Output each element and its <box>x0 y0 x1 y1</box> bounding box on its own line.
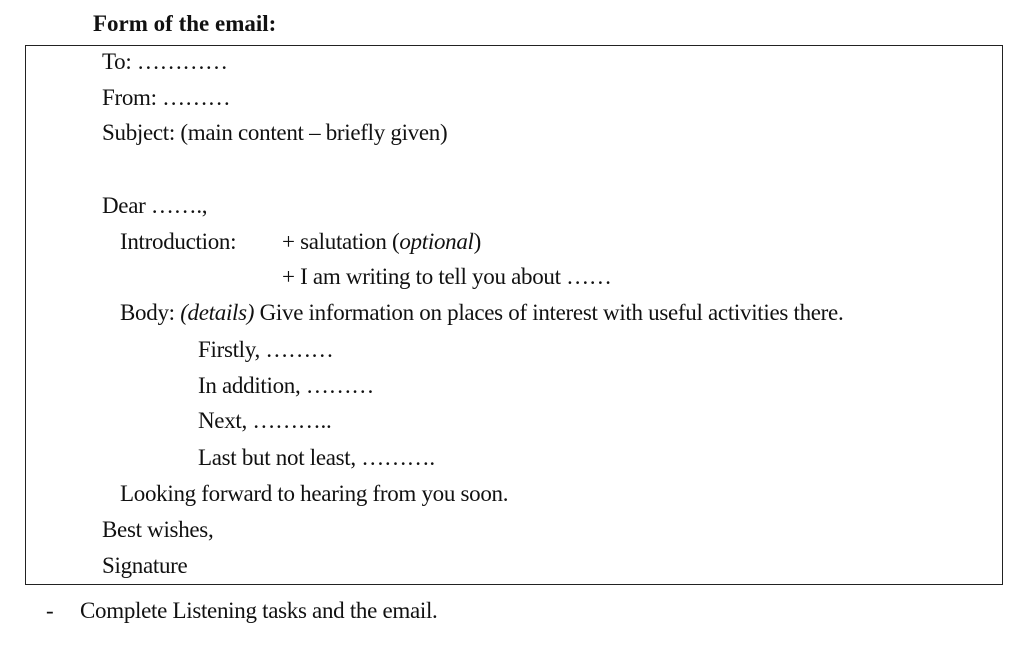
body-line <box>120 298 843 328</box>
intro-salutation-line <box>282 227 481 257</box>
introduction-label: Introduction: <box>120 229 237 254</box>
next-line: Next, ……….. <box>198 408 332 433</box>
footer-bullet: - <box>46 598 54 623</box>
in-addition-line: In addition, ……… <box>198 373 374 398</box>
intro-salutation-prefix: + salutation ( <box>282 229 400 254</box>
last-but-not-least-line: Last but not least, ………. <box>198 445 435 470</box>
firstly-line: Firstly, ……… <box>198 337 334 362</box>
to-line: To: ………… <box>102 49 228 74</box>
form-heading: Form of the email: <box>93 11 277 36</box>
closing-line: Looking forward to hearing from you soon. <box>120 481 509 506</box>
body-details-text: (details) <box>180 300 255 325</box>
intro-salutation-suffix: ) <box>473 229 481 254</box>
greeting-line: Dear ……., <box>102 193 208 218</box>
best-wishes-line: Best wishes, <box>102 517 214 542</box>
signature-line: Signature <box>102 553 188 578</box>
body-label: Body: <box>120 300 181 325</box>
body-description: Give information on places of interest with useful activities there. <box>254 300 844 325</box>
subject-line: Subject: (main content – briefly given) <box>102 120 448 145</box>
footer-instruction: Complete Listening tasks and the email. <box>80 598 438 623</box>
from-line: From: ……… <box>102 85 231 110</box>
intro-optional-text: optional <box>399 229 474 254</box>
intro-writing-line: + I am writing to tell you about …… <box>282 264 612 289</box>
